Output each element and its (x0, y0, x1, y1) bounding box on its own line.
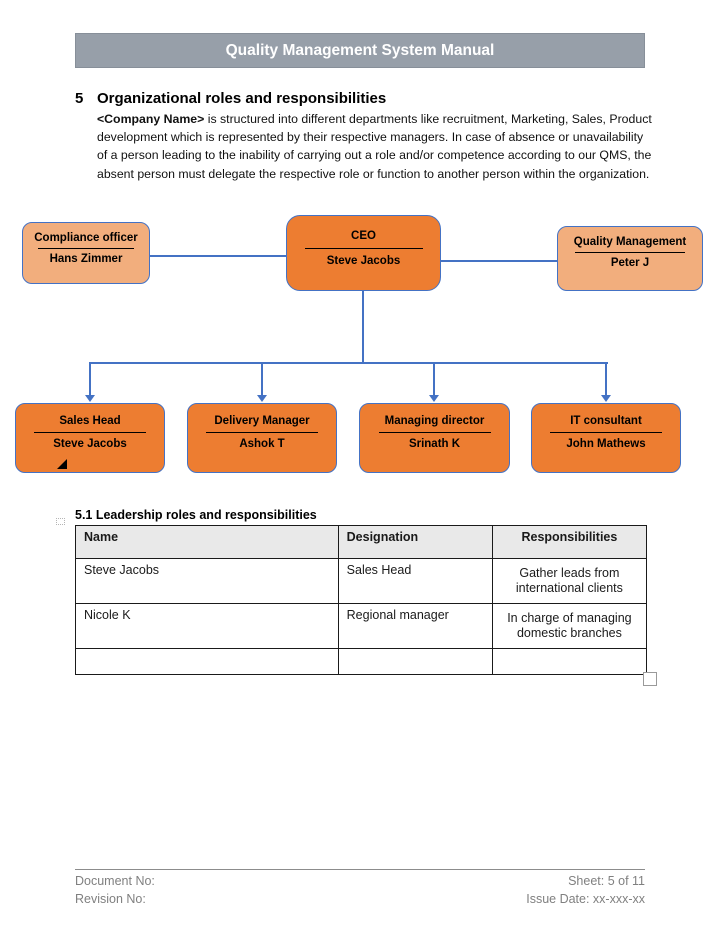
org-node-managing-director (359, 403, 510, 473)
footer-issue-date: Issue Date: xx-xxx-xx (526, 892, 645, 906)
leadership-table (75, 525, 647, 675)
org-role-label: Compliance officer (34, 232, 138, 244)
org-person-label: Steve Jacobs (53, 438, 127, 451)
node-divider (38, 248, 134, 249)
org-node-sales-head (15, 403, 165, 473)
cell-responsibilities: In charge of managing domestic branches (492, 604, 646, 649)
footer-revision-no: Revision No: (75, 892, 146, 906)
org-node-ceo (286, 215, 441, 291)
org-role-label: IT consultant (570, 415, 642, 427)
org-node-quality-management (557, 226, 703, 291)
cell-designation (338, 649, 492, 675)
cell-designation: Regional manager (338, 604, 492, 649)
table-header-row (76, 526, 647, 559)
column-header-name: Name (76, 526, 339, 559)
company-name-placeholder: <Company Name> (97, 112, 205, 126)
connector-line (605, 364, 607, 395)
org-role-label: CEO (351, 230, 376, 242)
connector-line (441, 260, 557, 262)
org-node-compliance-officer (22, 222, 150, 284)
arrow-down-icon (85, 395, 95, 402)
arrow-down-icon (429, 395, 439, 402)
footer-document-no: Document No: (75, 874, 155, 888)
column-header-responsibilities: Responsibilities (492, 526, 646, 559)
connector-line (89, 364, 91, 395)
arrow-down-icon (257, 395, 267, 402)
column-header-designation: Designation (338, 526, 492, 559)
node-divider (550, 432, 662, 433)
org-person-label: John Mathews (566, 438, 646, 451)
cell-responsibilities (492, 649, 646, 675)
connector-line (433, 364, 435, 395)
node-divider (206, 432, 318, 433)
table-row (76, 559, 647, 604)
intro-text: is structured into different departments like recruitment, Marketing, Sales, Product development which is represented by their respective managers. In case of absence or unavailability of a person leading to the inability of carrying out a role and/or competence according to our QMS, the absent person must delegate the respective role or function to another person within the organization. (97, 112, 652, 181)
connector-line (89, 362, 608, 364)
node-divider (34, 432, 146, 433)
org-person-label: Steve Jacobs (326, 255, 401, 268)
cell-responsibilities: Gather leads from international clients (492, 559, 646, 604)
org-role-label: Delivery Manager (214, 415, 310, 427)
node-divider (305, 248, 423, 249)
section-number: 5 (75, 90, 84, 107)
arrow-down-icon (601, 395, 611, 402)
node-divider (575, 252, 685, 253)
cell-name: Steve Jacobs (76, 559, 339, 604)
cell-designation: Sales Head (338, 559, 492, 604)
section-title: Organizational roles and responsibilities (97, 90, 387, 107)
connector-line (150, 255, 286, 257)
subsection-heading: 5.1 Leadership roles and responsibilities (75, 508, 317, 522)
org-person-label: Srinath K (408, 438, 461, 451)
org-person-label: Ashok T (239, 438, 285, 451)
org-person-label: Peter J (610, 257, 650, 270)
org-node-delivery-manager (187, 403, 337, 473)
table-move-handle[interactable] (56, 518, 65, 525)
document-title-banner: Quality Management System Manual (75, 33, 645, 68)
connector-line (362, 291, 364, 363)
table-row (76, 649, 647, 675)
org-node-it-consultant (531, 403, 681, 473)
org-role-label: Managing director (384, 415, 485, 427)
cell-name (76, 649, 339, 675)
node-divider (379, 432, 491, 433)
footer-divider (75, 869, 645, 870)
intro-paragraph (97, 110, 653, 183)
triangle-marker-icon[interactable] (57, 459, 67, 469)
org-role-label: Quality Management (573, 236, 687, 248)
section-heading (75, 90, 386, 107)
cell-name: Nicole K (76, 604, 339, 649)
table-row (76, 604, 647, 649)
org-role-label: Sales Head (59, 415, 121, 427)
org-person-label: Hans Zimmer (49, 253, 123, 266)
connector-line (261, 364, 263, 395)
table-resize-handle[interactable] (643, 672, 657, 686)
footer-sheet: Sheet: 5 of 11 (568, 874, 645, 888)
